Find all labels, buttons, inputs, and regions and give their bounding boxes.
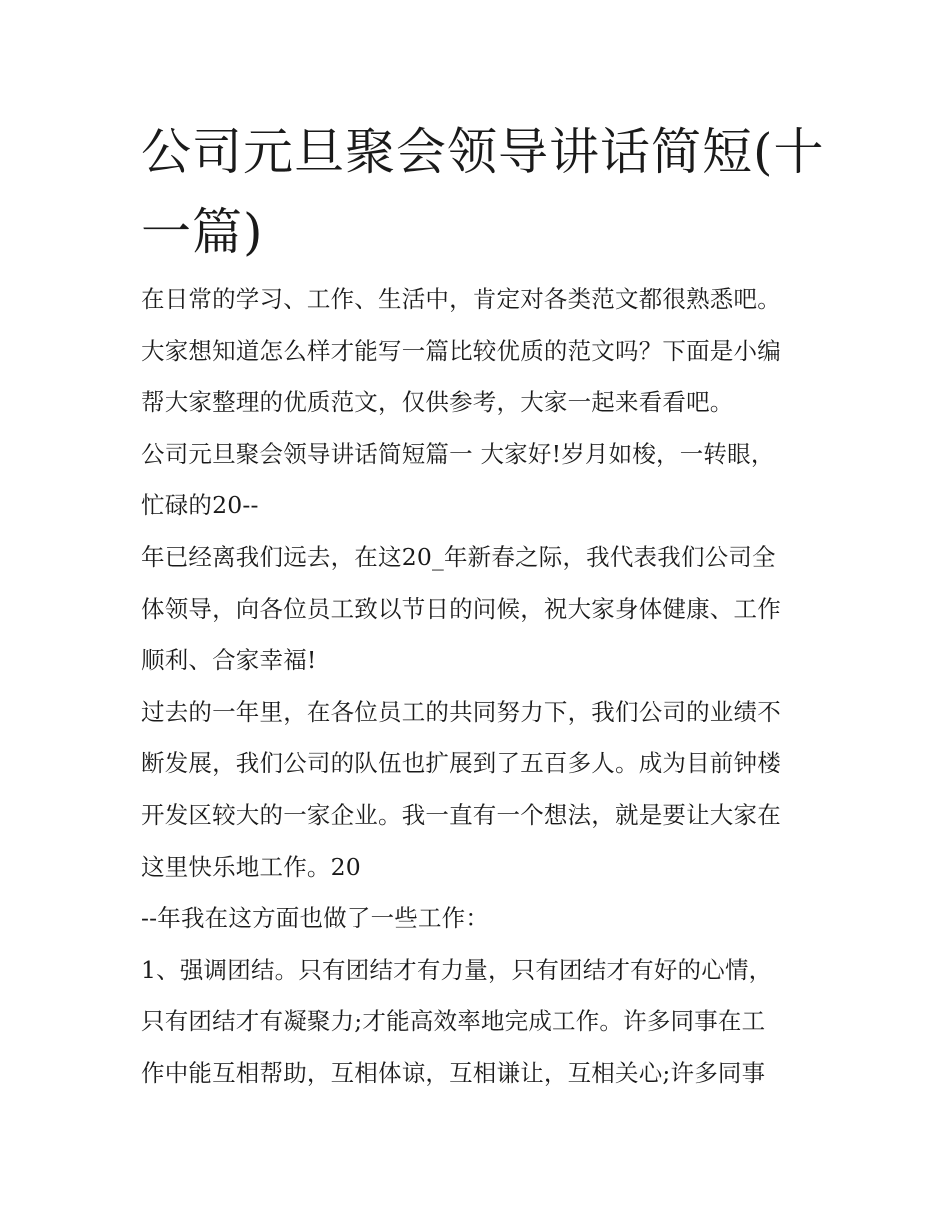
body-line: 作中能互相帮助，互相体谅，互相谦让，互相关心;许多同事 xyxy=(141,1058,766,1087)
body-line: --年我在这方面也做了一些工作： xyxy=(141,904,490,933)
body-line: 顺利、合家幸福! xyxy=(141,646,317,675)
body-line: 公司元旦聚会领导讲话简短篇一 大家好!岁月如梭，一转眼， xyxy=(141,439,775,468)
document-body xyxy=(141,274,831,1100)
body-line: 过去的一年里，在各位员工的共同努力下，我们公司的业绩不 xyxy=(141,697,781,726)
body-line: 忙碌的20-- xyxy=(141,491,259,520)
body-line: 1、强调团结。只有团结才有力量，只有团结才有好的心情， xyxy=(141,955,773,984)
body-line: 年已经离我们远去，在这20_年新春之际，我代表我们公司全 xyxy=(141,542,776,571)
body-line: 只有团结才有凝聚力;才能高效率地完成工作。许多同事在工 xyxy=(141,1007,766,1036)
body-line: 大家想知道怎么样才能写一篇比较优质的范文吗？下面是小编 xyxy=(141,336,781,365)
body-line: 断发展，我们公司的队伍也扩展到了五百多人。成为目前钟楼 xyxy=(141,749,781,778)
document-title xyxy=(141,112,831,272)
body-line: 体领导，向各位员工致以节日的问候，祝大家身体健康、工作 xyxy=(141,594,781,623)
body-line: 在日常的学习、工作、生活中，肯定对各类范文都很熟悉吧。 xyxy=(141,285,781,313)
body-line: 帮大家整理的优质范文，仅供参考，大家一起来看看吧。 xyxy=(141,388,734,417)
body-line: 这里快乐地工作。20 xyxy=(141,852,361,881)
title-line: 一篇) xyxy=(141,203,264,261)
body-line: 开发区较大的一家企业。我一直有一个想法，就是要让大家在 xyxy=(141,800,781,829)
title-line: 公司元旦聚会领导讲话简短(十 xyxy=(141,123,825,181)
